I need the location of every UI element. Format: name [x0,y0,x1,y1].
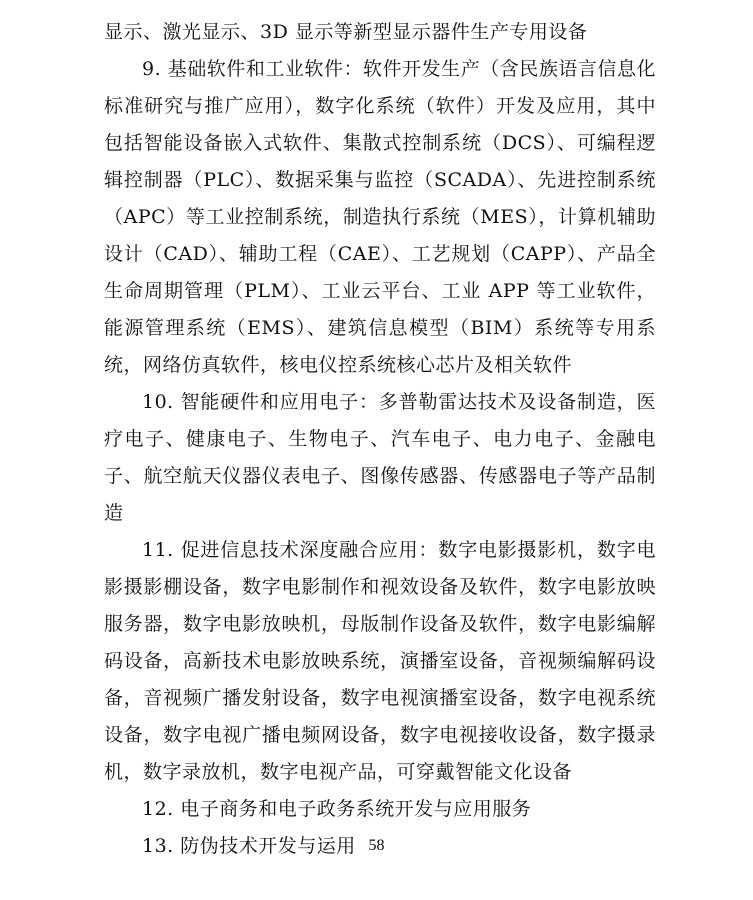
page-number: 58 [368,837,385,854]
paragraph-11-it-integration: 11. 促进信息技术深度融合应用：数字电影摄影机，数字电影摄影棚设备，数字电影制作和视效设备及软件，数字电影放映服务器，数字电影放映机，母版制作设备及软件，数字电影编解码设备，高新技术电影放映系统，演播室设备，音视频编解码设备，音视频广播发射设备，数字电视演播室设备，数字电视系统设备，数字电视广播电频网设备，数字电视接收设备，数字摄录机，数字录放机，数字电视产品，可穿戴智能文化设备 [104,539,656,783]
paragraph-13-anti-counterfeit: 13. 防伪技术开发与运用 [142,835,356,857]
paragraph-12-e-commerce: 12. 电子商务和电子政务系统开发与应用服务 [142,798,532,820]
document-body [104,14,656,865]
paragraph-10-smart-hardware: 10. 智能硬件和应用电子：多普勒雷达技术及设备制造，医疗电子、健康电子、生物电子、汽车电子、电力电子、金融电子、航空航天仪器仪表电子、图像传感器、传感器电子等产品制造 [104,391,656,524]
paragraph-8-continuation: 显示、激光显示、3D 显示等新型显示器件生产专用设备 [104,21,588,43]
paragraph-9-basic-and-industrial-software: 9. 基础软件和工业软件：软件开发生产（含民族语言信息化标准研究与推广应用），数字化系统（软件）开发及应用，其中包括智能设备嵌入式软件、集散式控制系统（DCS）、可编程逻辑控制器（PLC）、数据采集与监控（SCADA）、先进控制系统（APC）等工业控制系统，制造执行系统（MES），计算机辅助设计（CAD）、辅助工程（CAE）、工艺规划（CAPP）、产品全生命周期管理（PLM）、工业云平台、工业 APP 等工业软件，能源管理系统（EMS）、建筑信息模型（BIM）系统等专用系统，网络仿真软件，核电仪控系统核心芯片及相关软件 [104,58,656,376]
